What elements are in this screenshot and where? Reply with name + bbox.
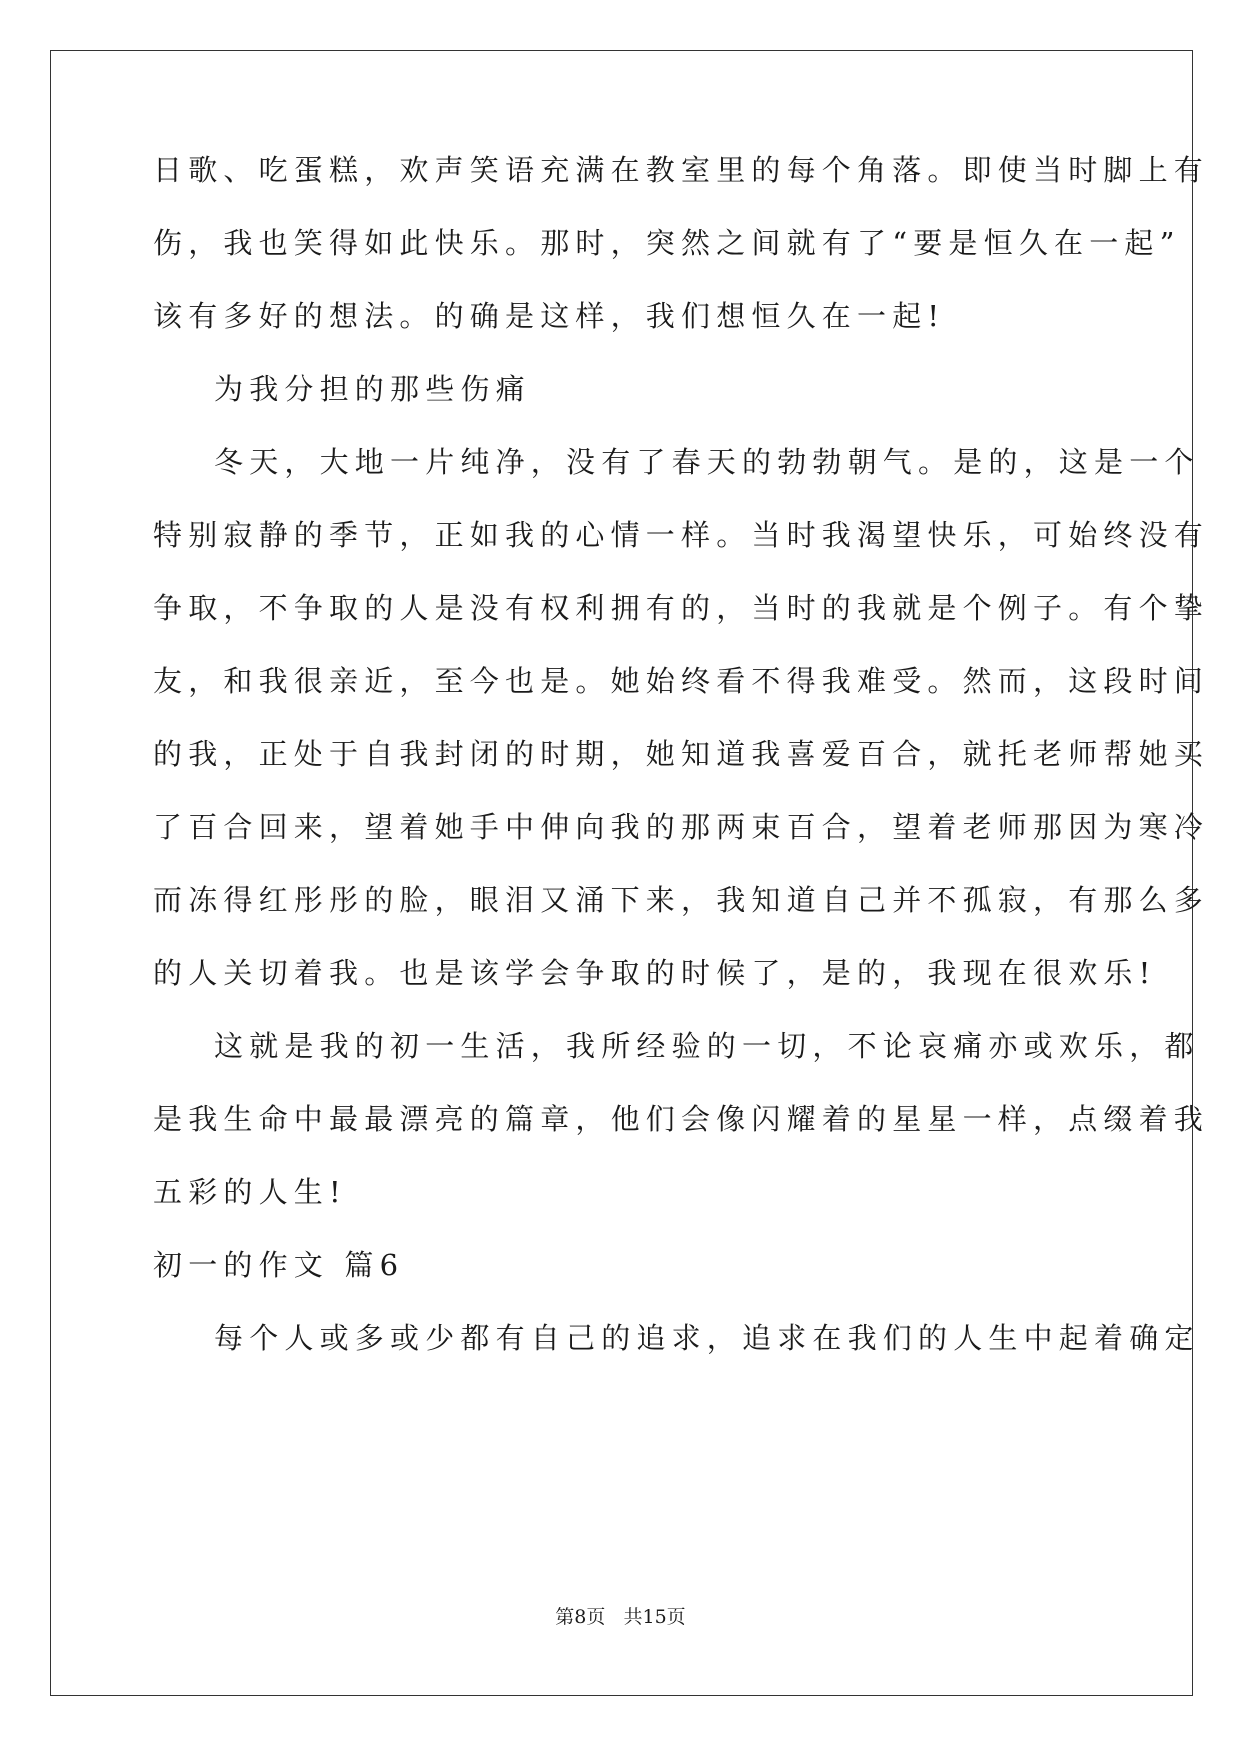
paragraph-line: 是我生命中最最漂亮的篇章，他们会像闪耀着的星星一样，点缀着我: [153, 1102, 1210, 1136]
section-heading: 初一的作文 篇6: [153, 1248, 405, 1282]
paragraph-line: 友，和我很亲近，至今也是。她始终看不得我难受。然而，这段时间: [153, 664, 1210, 698]
paragraph-line: 冬天，大地一片纯净，没有了春天的勃勃朝气。是的，这是一个: [214, 445, 1200, 479]
paragraph-line: 了百合回来，望着她手中伸向我的那两束百合，望着老师那因为寒冷: [153, 810, 1210, 844]
paragraph-line: 而冻得红彤彤的脸，眼泪又涌下来，我知道自己并不孤寂，有那么多: [153, 883, 1210, 917]
paragraph-line: 该有多好的想法。的确是这样，我们想恒久在一起!: [153, 299, 946, 333]
paragraph-line: 每个人或多或少都有自己的追求，追求在我们的人生中起着确定: [214, 1321, 1200, 1355]
paragraph-line: 特别寂静的季节，正如我的心情一样。当时我渴望快乐，可始终没有: [153, 518, 1210, 552]
paragraph-line: 争取，不争取的人是没有权利拥有的，当时的我就是个例子。有个挚: [153, 591, 1210, 625]
paragraph-line: 日歌、吃蛋糕，欢声笑语充满在教室里的每个角落。即使当时脚上有: [153, 153, 1210, 187]
paragraph-line: 的人关切着我。也是该学会争取的时候了，是的，我现在很欢乐!: [153, 956, 1157, 990]
paragraph-line: 的我，正处于自我封闭的时期，她知道我喜爱百合，就托老师帮她买: [153, 737, 1210, 771]
paragraph-line: 伤，我也笑得如此快乐。那时，突然之间就有了“要是恒久在一起”: [153, 226, 1181, 260]
page-footer: 第8页 共15页: [555, 1606, 686, 1628]
paragraph-line: 这就是我的初一生活，我所经验的一切，不论哀痛亦或欢乐，都: [214, 1029, 1200, 1063]
paragraph-line: 五彩的人生!: [153, 1175, 347, 1209]
section-subtitle: 为我分担的那些伤痛: [214, 372, 531, 406]
